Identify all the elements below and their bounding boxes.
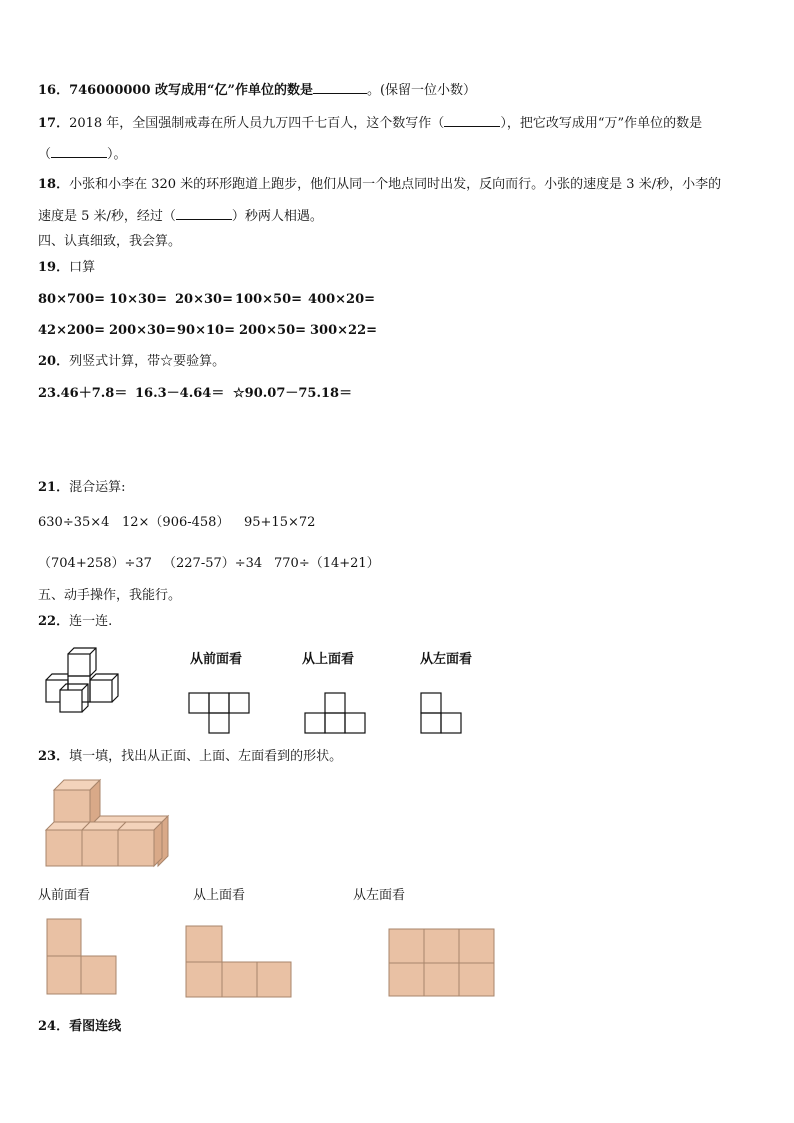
calc-item: 10×30= xyxy=(109,292,167,307)
section-heading-5: 五、动手操作，我能行。 xyxy=(38,588,182,603)
calc-item: 16.3－4.64＝ xyxy=(135,386,225,401)
calc-item: 200×30= xyxy=(109,323,177,338)
calc-item: 100×50= xyxy=(235,292,303,307)
oral-calc-row-1 xyxy=(38,291,375,309)
view-label-left: 从左面看 xyxy=(420,652,473,667)
calc-item: 400×20= xyxy=(308,292,376,307)
calc-item: 630÷35×4 xyxy=(38,515,110,530)
wood-cube-stack-figure xyxy=(44,778,174,868)
left-view-shape xyxy=(388,928,496,998)
question-title: 混合运算: xyxy=(69,480,126,495)
view-label-top: 从上面看 xyxy=(302,652,355,667)
question-title: 连一连. xyxy=(69,614,113,629)
bracket-close: ）。 xyxy=(107,147,127,162)
question-number: 20． xyxy=(38,354,70,369)
question-text-tail: 。(保留一位小数） xyxy=(366,83,477,98)
mixed-calc-row-1 xyxy=(38,514,315,532)
question-text-tail: ）秒两人相遇。 xyxy=(231,209,323,224)
oral-calc-row-2 xyxy=(38,322,377,340)
view-label-front: 从前面看 xyxy=(190,652,243,667)
front-view-shape xyxy=(46,918,118,996)
question-title: 列竖式计算，带☆要验算。 xyxy=(69,354,226,369)
question-number: 24． xyxy=(38,1019,70,1034)
question-17-line2 xyxy=(38,145,127,164)
calc-item: 12×（906-458） xyxy=(122,515,230,530)
question-title: 填一填，找出从正面、上面、左面看到的形状。 xyxy=(69,749,343,764)
question-21 xyxy=(38,479,125,497)
question-24 xyxy=(38,1018,121,1036)
question-22 xyxy=(38,613,112,631)
answer-blank[interactable] xyxy=(313,81,367,94)
top-view-shape xyxy=(185,925,293,999)
calc-item: 95+15×72 xyxy=(244,515,316,530)
calc-item: 42×200= xyxy=(38,323,106,338)
calc-item: 90×10= xyxy=(177,323,235,338)
question-16 xyxy=(38,81,476,100)
view-shape-c xyxy=(420,692,464,736)
calc-item: ☆90.07－75.18＝ xyxy=(233,386,353,401)
view-label-top: 从上面看 xyxy=(193,888,246,903)
calc-item: 80×700= xyxy=(38,292,106,307)
view-shape-a xyxy=(188,692,252,736)
question-number: 18． xyxy=(38,177,70,192)
calc-item: （227-57）÷34 xyxy=(163,556,263,571)
question-title: 口算 xyxy=(69,260,96,275)
question-number: 19． xyxy=(38,260,70,275)
question-number: 21． xyxy=(38,480,70,495)
question-text: 速度是 5 米/秒，经过（ xyxy=(38,209,176,224)
mixed-calc-row-2 xyxy=(38,555,380,573)
question-18 xyxy=(38,176,721,194)
question-title: 看图连线 xyxy=(69,1019,122,1034)
calc-item: 20×30= xyxy=(175,292,233,307)
question-text: 2018 年，全国强制戒毒在所人员九万四千七百人，这个数写作（ xyxy=(69,116,445,131)
question-number: 16． xyxy=(38,83,70,98)
question-number: 22． xyxy=(38,614,70,629)
question-number: 23． xyxy=(38,749,70,764)
bracket-open: （ xyxy=(38,147,52,162)
calc-item: 23.46＋7.8＝ xyxy=(38,386,128,401)
question-text: 小张和小李在 320 米的环形跑道上跑步，他们从同一个地点同时出发，反向而行。小张的速度是 3 米/秒，小李的 xyxy=(69,177,722,192)
question-number: 17． xyxy=(38,116,70,131)
calc-item: 300×22= xyxy=(310,323,378,338)
answer-blank[interactable] xyxy=(176,207,232,220)
calc-item: （704+258）÷37 xyxy=(38,556,152,571)
cube-stack-figure xyxy=(44,648,134,718)
answer-blank[interactable] xyxy=(51,145,107,158)
view-shape-b xyxy=(304,692,368,736)
question-18-line2 xyxy=(38,207,323,226)
question-23 xyxy=(38,748,342,766)
question-17 xyxy=(38,114,702,133)
view-label-front: 从前面看 xyxy=(38,888,91,903)
calc-item: 770÷（14+21） xyxy=(274,556,380,571)
vertical-calc-row xyxy=(38,385,352,403)
question-19 xyxy=(38,259,95,277)
question-text-mid: ），把它改写成用“万”作单位的数是 xyxy=(500,116,703,131)
calc-item: 200×50= xyxy=(239,323,307,338)
question-20 xyxy=(38,353,225,371)
section-heading-4: 四、认真细致，我会算。 xyxy=(38,234,182,249)
question-text: 746000000 改写成用“亿”作单位的数是 xyxy=(69,83,313,98)
answer-blank[interactable] xyxy=(444,114,500,127)
view-label-left: 从左面看 xyxy=(353,888,406,903)
